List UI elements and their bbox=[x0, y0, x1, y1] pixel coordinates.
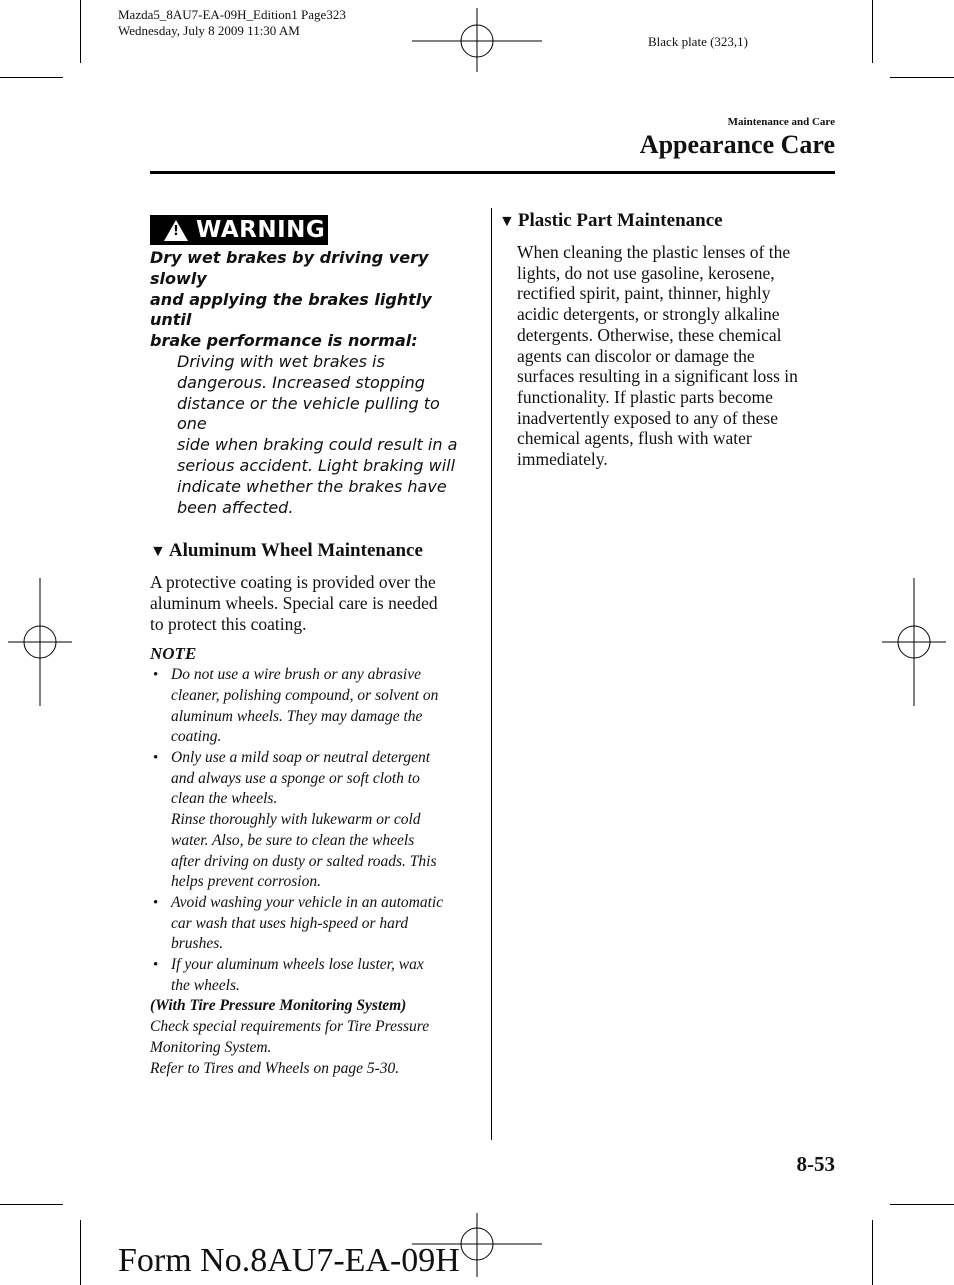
note-line: car wash that uses high-speed or hard bbox=[171, 914, 409, 932]
paragraph-line: aluminum wheels. Special care is needed bbox=[150, 593, 438, 614]
registration-mark-right bbox=[882, 578, 946, 706]
note-line: coating. bbox=[171, 728, 222, 746]
section-title: Appearance Care bbox=[639, 130, 835, 159]
paragraph-line: When cleaning the plastic lenses of the bbox=[517, 242, 791, 262]
note-item bbox=[150, 893, 472, 955]
note-line: clean the wheels. bbox=[171, 790, 278, 808]
paragraph-line: immediately. bbox=[517, 449, 608, 470]
note-block bbox=[150, 644, 472, 1079]
plastic-heading bbox=[499, 210, 835, 232]
warning-detail-line: serious accident. Light braking will bbox=[177, 455, 456, 475]
tpms-line: Refer to Tires and Wheels on page 5-30. bbox=[150, 1059, 400, 1077]
form-number: Form No.8AU7-EA-09H bbox=[118, 1242, 460, 1279]
section-rule bbox=[150, 171, 835, 174]
tpms-line: Check special requirements for Tire Pressure bbox=[150, 1018, 430, 1036]
note-line: • Do not use a wire brush or any abrasive bbox=[171, 666, 421, 684]
warning-detail-line: Driving with wet brakes is bbox=[177, 351, 385, 371]
note-line: and always use a sponge or soft cloth to bbox=[171, 769, 420, 787]
warning-line: Dry wet brakes by driving very slowly bbox=[150, 248, 429, 288]
paragraph-line: agents can discolor or damage the bbox=[517, 345, 755, 366]
aluminum-heading-text: Aluminum Wheel Maintenance bbox=[168, 540, 423, 562]
tpms-line: Monitoring System. bbox=[150, 1038, 272, 1056]
column-divider bbox=[491, 208, 492, 1140]
paragraph-line: surfaces resulting in a significant loss in bbox=[517, 366, 798, 387]
paragraph-line: rectified spirit, paint, thinner, highly bbox=[517, 283, 771, 304]
note-line: cleaner, polishing compound, or solvent on bbox=[171, 686, 439, 704]
aluminum-paragraph bbox=[150, 572, 472, 634]
file-line: Mazda5_8AU7-EA-09H_Edition1 Page323 bbox=[118, 7, 346, 22]
down-triangle-icon: ▼ bbox=[150, 543, 166, 561]
page-number: 8-53 bbox=[796, 1152, 835, 1176]
note-item bbox=[150, 955, 472, 996]
note-line: after driving on dusty or salted roads. This bbox=[171, 852, 437, 870]
section-small-title: Maintenance and Care bbox=[727, 116, 835, 128]
aluminum-heading bbox=[150, 540, 472, 562]
warning-text bbox=[150, 248, 472, 518]
warning-label: WARNING bbox=[196, 217, 326, 243]
right-column bbox=[499, 210, 835, 470]
plate-label: Black plate (323,1) bbox=[648, 34, 748, 49]
warning-detail-line: been affected. bbox=[177, 497, 294, 517]
paragraph-line: chemical agents, flush with water bbox=[517, 428, 752, 449]
warning-detail-line: side when braking could result in a bbox=[177, 435, 458, 455]
note-line: aluminum wheels. They may damage the bbox=[171, 707, 423, 725]
left-column bbox=[150, 215, 472, 1079]
note-line: Rinse thoroughly with lukewarm or cold bbox=[171, 811, 421, 829]
plastic-paragraph bbox=[517, 242, 835, 470]
note-list bbox=[150, 665, 472, 996]
warning-banner bbox=[150, 215, 328, 245]
paragraph-line: lights, do not use gasoline, kerosene, bbox=[517, 262, 775, 283]
registration-mark-top bbox=[412, 8, 542, 72]
registration-mark-left bbox=[8, 578, 72, 706]
warning-triangle-icon: ! bbox=[164, 220, 188, 241]
warning-line: brake performance is normal: bbox=[150, 331, 418, 351]
paragraph-line: to protect this coating. bbox=[150, 613, 307, 634]
note-line: helps prevent corrosion. bbox=[171, 873, 321, 891]
paragraph-line: detergents. Otherwise, these chemical bbox=[517, 324, 782, 345]
note-line: • Avoid washing your vehicle in an automatic bbox=[171, 893, 444, 911]
paragraph-line: inadvertently exposed to any of these bbox=[517, 407, 778, 428]
note-item bbox=[150, 665, 472, 748]
date-line: Wednesday, July 8 2009 11:30 AM bbox=[118, 23, 300, 38]
note-line: • If your aluminum wheels lose luster, wax bbox=[171, 956, 424, 974]
plastic-heading-text: Plastic Part Maintenance bbox=[517, 210, 723, 231]
tpms-title: (With Tire Pressure Monitoring System) bbox=[150, 997, 407, 1015]
paragraph-line: acidic detergents, or strongly alkaline bbox=[517, 304, 780, 325]
note-line: • Only use a mild soap or neutral detergent bbox=[171, 748, 431, 766]
down-triangle-icon: ▼ bbox=[499, 213, 515, 230]
note-line: water. Also, be sure to clean the wheels bbox=[171, 831, 415, 849]
note-title: NOTE bbox=[150, 644, 197, 664]
warning-detail-line: dangerous. Increased stopping bbox=[177, 372, 425, 392]
warning-detail-line: indicate whether the brakes have bbox=[177, 476, 447, 496]
warning-detail bbox=[150, 352, 472, 518]
note-line: the wheels. bbox=[171, 976, 240, 994]
warning-detail-line: distance or the vehicle pulling to one bbox=[177, 393, 440, 434]
print-header bbox=[118, 7, 346, 39]
note-item bbox=[150, 748, 472, 893]
note-line: brushes. bbox=[171, 935, 224, 953]
paragraph-line: A protective coating is provided over the bbox=[150, 572, 436, 593]
paragraph-line: functionality. If plastic parts become bbox=[517, 386, 773, 407]
warning-line: and applying the brakes lightly until bbox=[150, 289, 432, 330]
